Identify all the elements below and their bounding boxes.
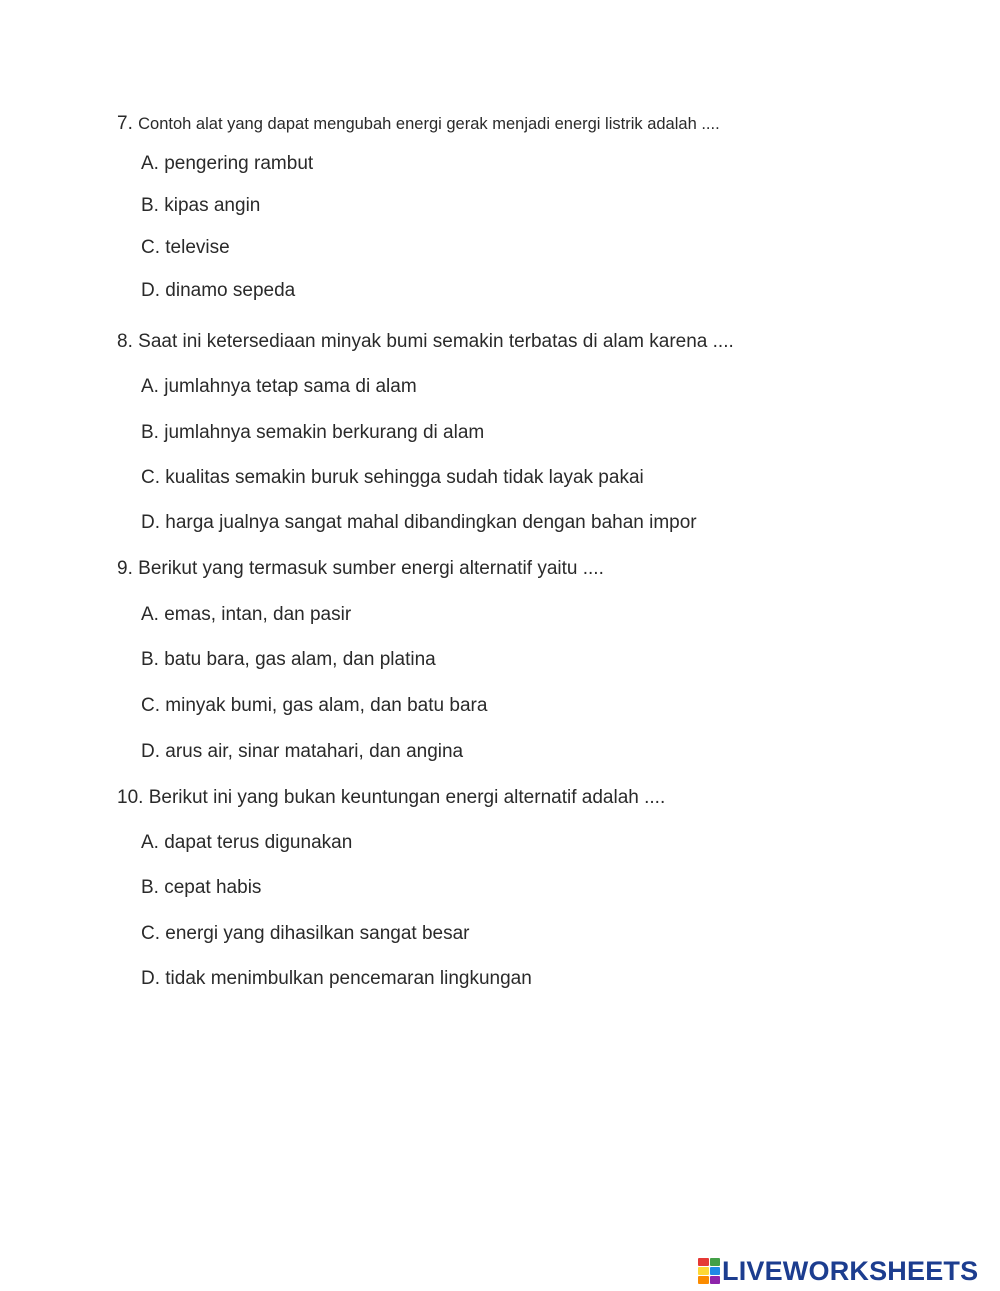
option-text: kualitas semakin buruk sehingga sudah tidak layak pakai: [165, 467, 644, 488]
question-number: 9.: [117, 558, 133, 579]
logo-block: [710, 1267, 721, 1275]
option-text: pengering rambut: [164, 153, 314, 174]
question-number: 10.: [117, 787, 144, 808]
option-10a: [141, 832, 352, 854]
logo-block: [710, 1258, 721, 1266]
option-letter: B.: [141, 649, 159, 670]
question-text: Berikut ini yang bukan keuntungan energi alternatif adalah ....: [148, 787, 666, 808]
logo-block: [698, 1267, 709, 1275]
option-letter: B.: [141, 422, 159, 443]
logo-block: [698, 1258, 709, 1266]
option-text: jumlahnya semakin berkurang di alam: [164, 422, 485, 443]
option-letter: A.: [141, 832, 159, 853]
option-text: kipas angin: [164, 195, 261, 216]
question-number: 8.: [117, 331, 133, 352]
option-letter: B.: [141, 877, 159, 898]
option-text: minyak bumi, gas alam, dan batu bara: [165, 695, 488, 716]
option-letter: D.: [141, 512, 160, 533]
option-10c: [141, 923, 470, 945]
question-text: Saat ini ketersediaan minyak bumi semakin terbatas di alam karena ....: [138, 331, 734, 352]
question-text: Berikut yang termasuk sumber energi alternatif yaitu ....: [138, 558, 604, 579]
option-text: arus air, sinar matahari, dan angina: [165, 741, 464, 762]
option-10b: [141, 877, 261, 899]
logo-text: LIVEWORKSHEETS: [722, 1256, 979, 1286]
question-10: [117, 787, 665, 809]
liveworksheets-logo: [698, 1256, 978, 1286]
option-8c: [141, 467, 644, 489]
option-letter: A.: [141, 153, 159, 174]
option-text: harga jualnya sangat mahal dibandingkan dengan bahan impor: [165, 512, 697, 533]
option-text: jumlahnya tetap sama di alam: [164, 376, 417, 397]
option-letter: D.: [141, 280, 160, 301]
option-8a: [141, 376, 417, 398]
option-7b: [141, 195, 260, 217]
option-text: dapat terus digunakan: [164, 832, 353, 853]
option-letter: C.: [141, 467, 160, 488]
option-letter: C.: [141, 695, 160, 716]
option-9d: [141, 741, 463, 763]
question-text: Contoh alat yang dapat mengubah energi gerak menjadi energi listrik adalah ....: [138, 115, 720, 133]
option-text: energi yang dihasilkan sangat besar: [165, 923, 470, 944]
option-9b: [141, 649, 436, 671]
option-letter: A.: [141, 604, 159, 625]
option-9c: [141, 695, 487, 717]
option-7d: [141, 280, 295, 302]
option-8d: [141, 512, 697, 534]
option-10d: [141, 968, 532, 990]
option-text: batu bara, gas alam, dan platina: [164, 649, 436, 670]
option-8b: [141, 422, 484, 444]
question-7: [117, 113, 720, 135]
question-8: [117, 331, 734, 353]
option-letter: B.: [141, 195, 159, 216]
logo-blocks-icon: [698, 1258, 720, 1284]
option-text: televise: [165, 237, 230, 258]
option-letter: C.: [141, 923, 160, 944]
option-letter: A.: [141, 376, 159, 397]
option-text: emas, intan, dan pasir: [164, 604, 352, 625]
option-text: cepat habis: [164, 877, 262, 898]
option-7c: [141, 237, 230, 259]
option-text: tidak menimbulkan pencemaran lingkungan: [165, 968, 532, 989]
option-letter: D.: [141, 968, 160, 989]
question-9: [117, 558, 604, 580]
option-letter: C.: [141, 237, 160, 258]
question-number: 7.: [117, 113, 133, 134]
logo-block: [698, 1276, 709, 1284]
option-letter: D.: [141, 741, 160, 762]
logo-block: [710, 1276, 721, 1284]
option-text: dinamo sepeda: [165, 280, 296, 301]
option-9a: [141, 604, 351, 626]
option-7a: [141, 153, 313, 175]
